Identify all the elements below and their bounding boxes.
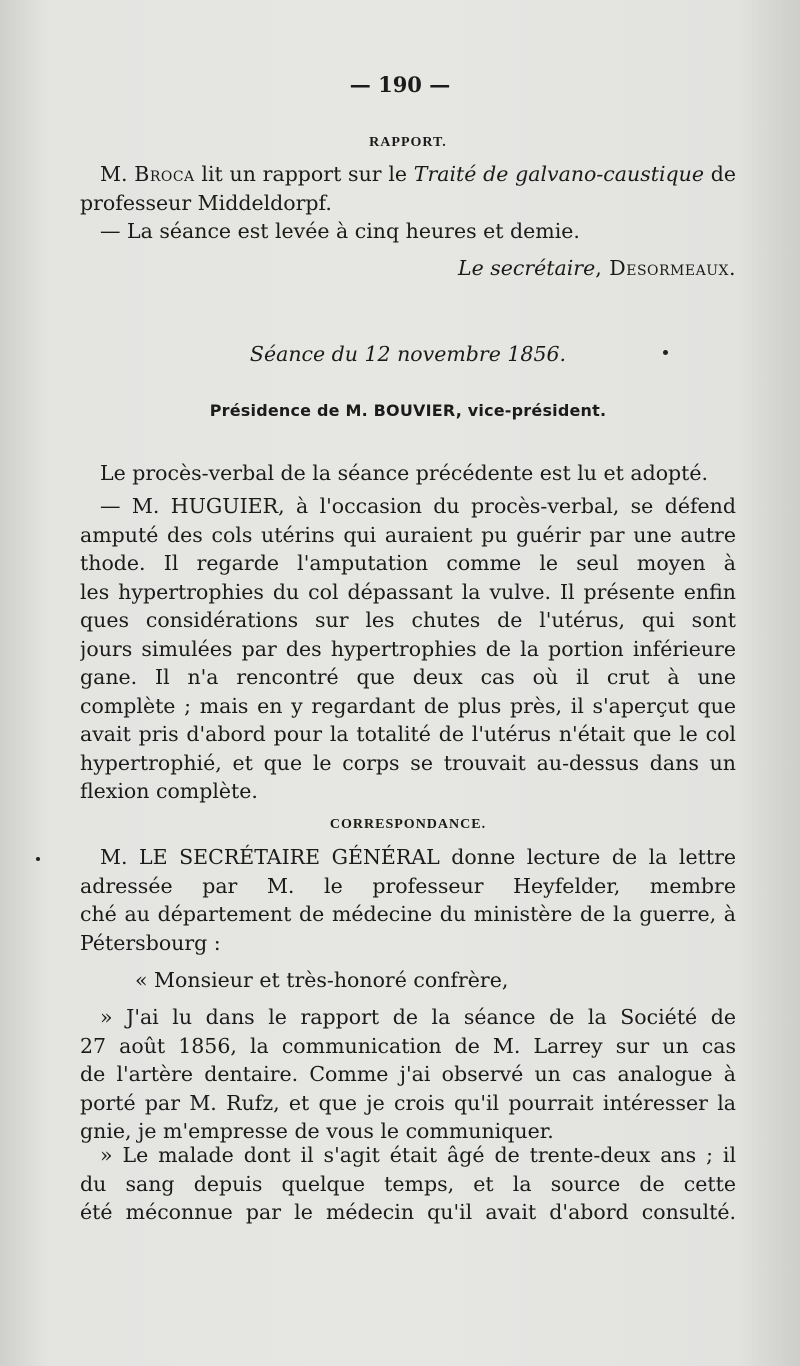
ink-speck (36, 857, 40, 861)
rapport-heading: RAPPORT. (369, 135, 447, 150)
rapport-line-2: professeur Middeldorpf. (80, 190, 332, 215)
letter-paragraph-2: » Le malade dont il s'agit était âgé de trente-deux ans ; il du sang depuis quelque temps, et la source de cette été méconnue par le médecin qu'il avait d'abord consulté. (80, 1143, 736, 1224)
seance-title: Séance du 12 novembre 1856. (249, 342, 567, 366)
signature (80, 254, 736, 283)
correspondance-intro: M. LE SECRÉTAIRE GÉNÉRAL donne lecture de la lettre adressée par M. le professeur Heyfelder, membre ché au département de médecine du ministère de la guerre, à Pétersbourg : (80, 845, 736, 955)
signature-title: Le secrétaire (457, 256, 596, 280)
seance-levee-line: — La séance est levée à cinq heures et demie. (100, 219, 580, 243)
ink-speck (663, 350, 668, 355)
rapport-line-1: M. Broca lit un rapport sur le Traité de galvano-caustique de (100, 162, 736, 186)
signature-name: , Desormeaux. (595, 256, 736, 280)
page-number: — 190 — (349, 72, 451, 97)
letter-paragraph-1: » J'ai lu dans le rapport de la séance de la Société de 27 août 1856, la communication de M. Larrey sur un cas de l'artère dentaire. Comme j'ai observé un cas analogue à porté par M. Rufz, et que je crois qu'il pourrait intéresser la gnie, je m'empresse de vous le communiquer. (80, 1005, 736, 1143)
huguier-paragraph: — M. HUGUIER, à l'occasion du procès-verbal, se défend amputé des cols utérins qui auraient pu guérir par une autre thode. Il regarde l'amputation comme le seul moyen à les hypertrophies du col dépassant la vulve. Il présente enfin ques considérations sur les chutes de l'utérus, qui sont jours simulées par des hypertrophies de la portion inférieure gane. Il n'a rencontré que deux cas où il crut à une complète ; mais en y regardant de plus près, il s'aperçut que avait pris d'abord pour la totalité de l'utérus n'était que le col hypertrophié, et que le corps se trouvait au-dessus dans un flexion complète. (80, 494, 736, 803)
proces-verbal-paragraph: Le procès-verbal de la séance précédente est lu et adopté. (100, 461, 709, 485)
presidence-line: Présidence de M. BOUVIER, vice-président. (209, 401, 607, 420)
correspondance-heading: CORRESPONDANCE. (329, 817, 487, 832)
rapport-paragraph (80, 160, 736, 246)
letter-salutation: « Monsieur et très-honoré confrère, (135, 968, 509, 992)
